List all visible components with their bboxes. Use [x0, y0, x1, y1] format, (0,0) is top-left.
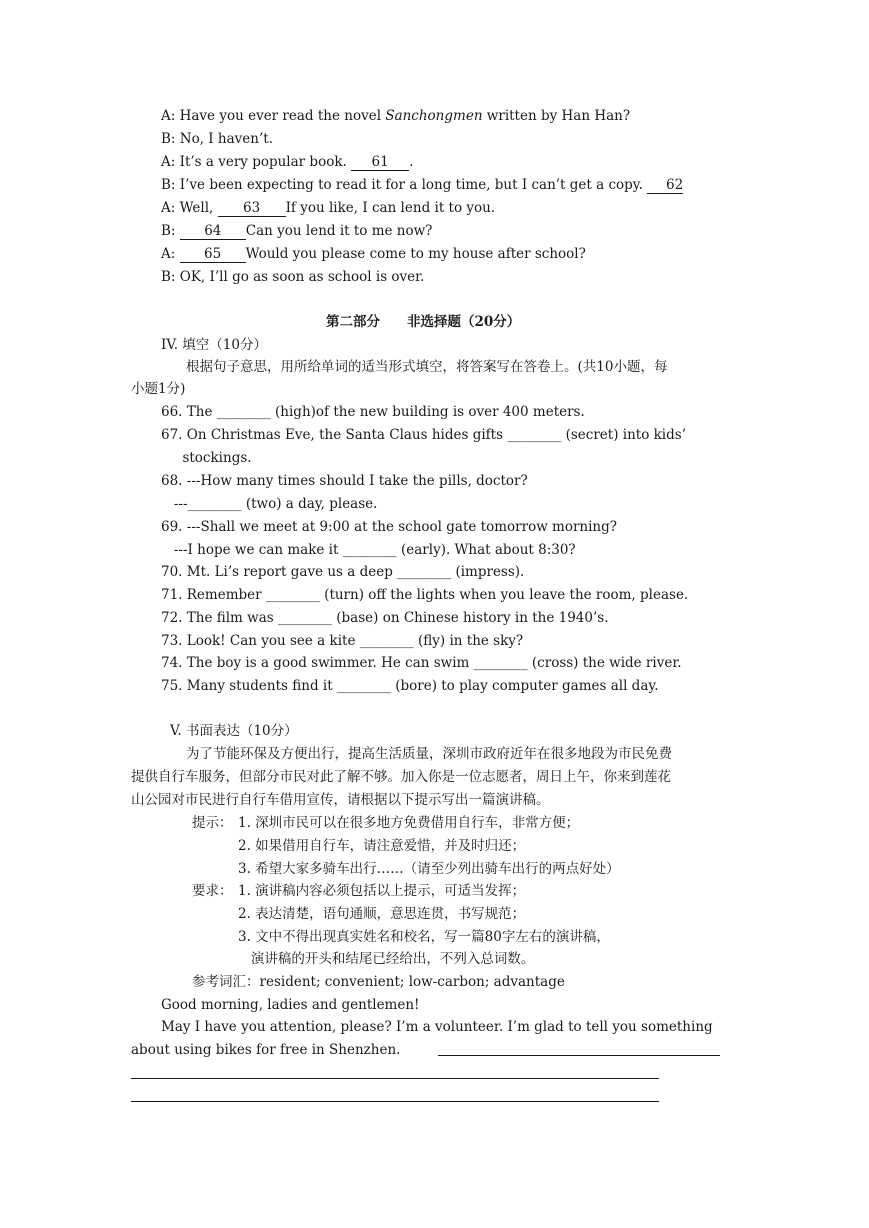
answer-blank-63: 63	[218, 200, 286, 217]
section4-title: IV. 填空（10分）	[161, 337, 267, 353]
speech-body-2: about using bikes for free in Shenzhen.	[131, 1042, 401, 1058]
question-67: 67. On Christmas Eve, the Santa Claus hides gifts ________ (secret) into kids’	[161, 427, 686, 443]
dialogue-line-6: B: 64 Can you lend it to me now?	[161, 223, 433, 239]
hint-3: 3. 希望大家多骑车出行……（请至少列出骑车出行的两点好处）	[238, 861, 620, 877]
part2-title: 第二部分 非选择题（20分）	[326, 314, 521, 330]
writing-line-2[interactable]	[131, 1078, 659, 1079]
question-70: 70. Mt. Li’s report gave us a deep ________ (impress).	[161, 564, 525, 580]
section4-instructions-1: 根据句子意思，用所给单词的适当形式填空，将答案写在答卷上。(共10小题，每	[186, 359, 668, 375]
section4-instructions-2: 小题1分)	[131, 381, 186, 397]
writing-line-3[interactable]	[131, 1101, 659, 1102]
question-73: 73. Look! Can you see a kite ________ (fly) in the sky?	[161, 633, 524, 649]
question-72: 72. The film was ________ (base) on Chinese history in the 1940’s.	[161, 610, 609, 626]
section5-para-2: 提供自行车服务，但部分市民对此了解不够。加入你是一位志愿者，周日上午，你来到莲花	[131, 769, 671, 785]
dialogue-line-8: B: OK, I’ll go as soon as school is over.	[161, 269, 425, 285]
question-75: 75. Many students find it ________ (bore) to play computer games all day.	[161, 678, 659, 694]
hint-label: 提示：	[192, 815, 233, 831]
requirement-2: 2. 表达清楚，语句通顺，意思连贯，书写规范；	[238, 906, 526, 922]
answer-blank-61: 61	[351, 154, 409, 171]
dialogue-line-7: A: 65 Would you please come to my house after school?	[161, 246, 586, 262]
dialogue-line-2: B: No, I haven’t.	[161, 131, 273, 147]
dialogue-line-4: B: I’ve been expecting to read it for a long time, but I can’t get a copy. 62	[161, 177, 684, 193]
question-67-cont: stockings.	[161, 450, 252, 466]
answer-blank-65: 65	[180, 246, 246, 263]
section5-title: V. 书面表达（10分）	[170, 723, 298, 739]
requirement-label: 要求：	[192, 883, 233, 899]
hint-2: 2. 如果借用自行车，请注意爱惜，并及时归还；	[238, 838, 526, 854]
speech-body-1: May I have you attention, please? I’m a volunteer. I’m glad to tell you something	[161, 1019, 713, 1035]
section5-para-1: 为了节能环保及方便出行，提高生活质量，深圳市政府近年在很多地段为市民免费	[186, 746, 672, 762]
section5-para-3: 山公园对市民进行自行车借用宣传，请根据以下提示写出一篇演讲稿。	[131, 792, 550, 808]
question-68: 68. ---How many times should I take the pills, doctor?	[161, 473, 528, 489]
speech-greeting: Good morning, ladies and gentlemen!	[161, 997, 420, 1013]
writing-line-1[interactable]	[438, 1055, 720, 1056]
hint-1: 1. 深圳市民可以在很多地方免费借用自行车，非常方便；	[238, 815, 580, 831]
dialogue-line-3: A: It’s a very popular book. 61 .	[161, 154, 414, 170]
reference-vocabulary: 参考词汇：resident; convenient; low-carbon; advantage	[192, 974, 565, 990]
question-68-answer: ---________ (two) a day, please.	[161, 496, 378, 512]
dialogue-line-1: A: Have you ever read the novel Sanchongmen written by Han Han?	[161, 108, 631, 124]
answer-blank-62: 62	[647, 177, 683, 194]
question-74: 74. The boy is a good swimmer. He can swim ________ (cross) the wide river.	[161, 655, 682, 671]
question-66: 66. The ________ (high)of the new building is over 400 meters.	[161, 404, 585, 420]
requirement-1: 1. 演讲稿内容必须包括以上提示，可适当发挥；	[238, 883, 526, 899]
requirement-3: 3. 文中不得出现真实姓名和校名，写一篇80字左右的演讲稿，	[238, 929, 610, 945]
question-71: 71. Remember ________ (turn) off the lights when you leave the room, please.	[161, 587, 689, 603]
question-69: 69. ---Shall we meet at 9:00 at the school gate tomorrow morning?	[161, 519, 618, 535]
requirement-3-cont: 演讲稿的开头和结尾已经给出，不列入总词数。	[238, 951, 535, 967]
answer-blank-64: 64	[180, 223, 246, 240]
dialogue-line-5: A: Well, 63 If you like, I can lend it to you.	[161, 200, 496, 216]
question-69-answer: ---I hope we can make it ________ (early). What about 8:30?	[161, 542, 576, 558]
